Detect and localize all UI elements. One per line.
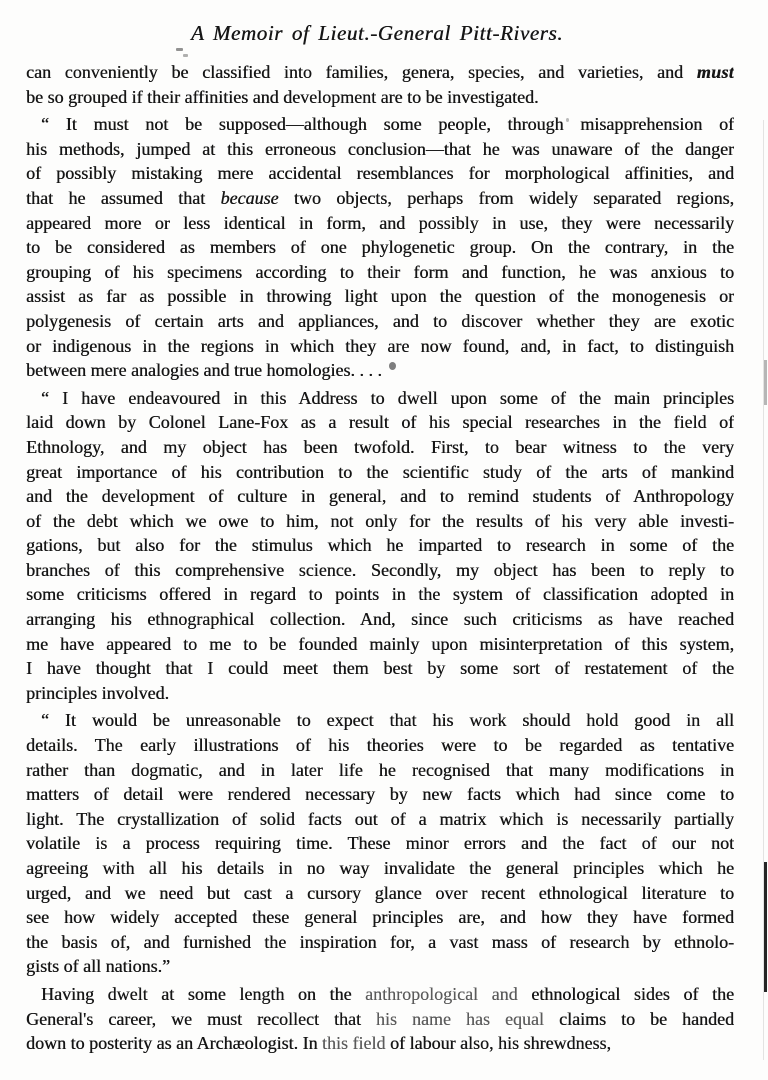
text-line: polygenesis of certain arts and appliances, and to discover whether they are exotic [26,310,734,331]
text-line: his methods, jumped at this erroneous conclusion—that he was unaware of the danger [26,138,734,159]
text-line: appeared more or less identical in form, and possibly in use, they were necessarily [26,212,734,233]
text-line: urged, and we need but cast a cursory glance over recent ethnological literature to [26,882,734,903]
text-line: volatile is a process requiring time. These minor errors and the fact of our not [26,833,734,854]
text-line: arranging his ethnographical collection. And, since such criticisms as have reached [26,609,734,630]
text-line: General's career, we must recollect that his name has equal claims to be handed [26,1008,734,1029]
text-line: “ I have endeavoured in this Address to dwell upon some of the main principles [41,387,734,408]
text-line: assist as far as possible in throwing light upon the question of the monogenesis or [26,286,734,307]
text-line: between mere analogies and true homologies. . . . [26,360,382,381]
text-line: agreeing with all his details in no way invalidate the general principles which he [26,858,734,878]
text-line: me have appeared to me to be founded mainly upon misinterpretation of this system, [26,633,734,654]
text-line: Having dwelt at some length on the anthropological and ethnological sides of the [41,983,734,1004]
text-line: laid down by Colonel Lane-Fox as a result of his special researches in the field of [26,412,734,433]
text-line: principles involved. [26,682,169,703]
text-line: or indigenous in the regions in which they are now found, and, in fact, to distinguish [26,335,734,356]
ink-speck [183,54,188,57]
text-line: can conveniently be classified into families, genera, species, and varieties, and must [26,62,734,82]
text-line: Ethnology, and my object has been twofold. First, to bear witness to the very [26,436,734,457]
paragraph [26,386,734,706]
ink-speck [176,48,183,51]
paragraph [26,112,734,383]
text-line: grouping of his specimens according to their form and function, he was anxious to [26,261,734,282]
text-line: of possibly mistaking mere accidental resemblances for morphological affinities, and [26,163,734,184]
ink-speck [566,118,569,122]
text-line: rather than dogmatic, and in later life he recognised that many modifications in [26,759,734,780]
text-line: the basis of, and furnished the inspiration for, a vast mass of research by ethnolo- [26,931,734,952]
text-line: gists of all nations.” [26,956,170,977]
paragraph [26,708,734,979]
paragraph [26,60,734,109]
text-line: gations, but also for the stimulus which he imparted to research in some of the [26,535,734,556]
paragraph [26,982,734,1056]
text-line: “ It must not be supposed—although some people, through misapprehension of [41,114,734,135]
text-line: “ It would be unreasonable to expect that his work should hold good in all [41,710,734,731]
text-line: light. The crystallization of solid facts out of a matrix which is necessarily partially [26,808,734,829]
text-line: to be considered as members of one phylogenetic group. On the contrary, in the [26,237,734,258]
text-line: matters of detail were rendered necessary by new facts which had since come to [26,784,734,805]
text-line: see how widely accepted these general principles are, and how they have formed [26,907,734,928]
scan-edge-artifact [764,862,767,992]
text-line: be so grouped if their affinities and development are to be investigated. [26,86,539,107]
page-running-header: A Memoir of Lieut.-General Pitt-Rivers. [190,21,564,45]
text-line: down to posterity as an Archæologist. In this field of labour also, his shrewdness, [26,1033,611,1054]
text-line: and the development of culture in general, and to remind students of Anthropology [26,486,734,507]
text-line: branches of this comprehensive science. Secondly, my object has been to reply to [26,559,734,580]
scan-edge-artifact [764,360,767,405]
text-line: great importance of his contribution to the scientific study of the arts of mankind [26,461,734,482]
text-line: that he assumed that because two objects, perhaps from widely separated regions, [26,187,734,208]
text-line: some criticisms offered in regard to points in the system of classification adopted in [26,584,734,605]
text-line: details. The early illustrations of his theories were to be regarded as tentative [26,735,734,756]
text-line: I have thought that I could meet them best by some sort of restatement of the [26,658,734,679]
ink-speck [389,362,396,370]
text-line: of the debt which we owe to him, not only for the results of his very able investi- [26,510,734,531]
page-body [26,60,734,1059]
